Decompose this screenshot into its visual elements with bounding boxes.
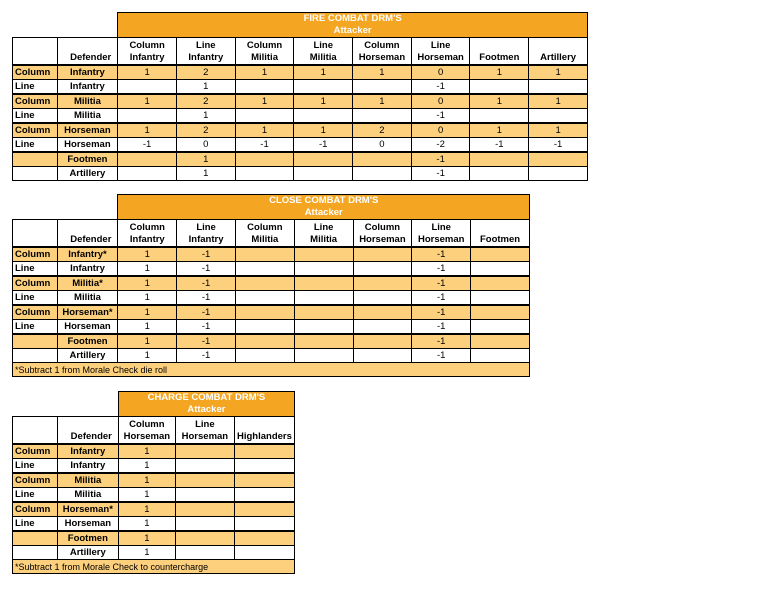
column-header-line1: Line bbox=[431, 222, 451, 233]
row-defender-unit: Infantry* bbox=[57, 247, 118, 262]
drm-cell: -1 bbox=[412, 305, 471, 320]
drm-cell bbox=[529, 167, 588, 181]
drm-cell bbox=[294, 334, 353, 349]
drm-cell: 1 bbox=[470, 65, 529, 80]
drm-cell bbox=[118, 109, 177, 124]
table-row bbox=[13, 262, 530, 277]
drm-cell bbox=[471, 262, 530, 277]
drm-cell: 1 bbox=[118, 291, 177, 306]
column-header-line2: Horseman bbox=[417, 234, 465, 245]
drm-cell: 1 bbox=[470, 94, 529, 109]
drm-cell bbox=[118, 167, 177, 181]
row-formation bbox=[13, 152, 58, 167]
table-row bbox=[13, 247, 530, 262]
drm-cell: -1 bbox=[412, 334, 471, 349]
column-header-line2: Horseman bbox=[417, 52, 464, 63]
drm-cell bbox=[235, 80, 294, 95]
table-row bbox=[13, 80, 588, 95]
drm-cell bbox=[234, 444, 294, 459]
drm-cell bbox=[294, 247, 353, 262]
drm-cell bbox=[234, 488, 294, 503]
column-header-line2: Footmen bbox=[479, 234, 521, 245]
drm-cell: 1 bbox=[118, 94, 177, 109]
column-header-line1: Column bbox=[247, 222, 283, 233]
column-header bbox=[470, 38, 529, 66]
column-header bbox=[118, 220, 177, 248]
row-formation bbox=[13, 167, 58, 181]
drm-cell: 1 bbox=[118, 123, 177, 138]
drm-cell bbox=[529, 109, 588, 124]
column-header bbox=[118, 417, 175, 445]
blank-corner bbox=[13, 392, 119, 417]
drm-cell bbox=[353, 109, 412, 124]
table-row bbox=[13, 123, 588, 138]
drm-cell: 1 bbox=[118, 546, 175, 560]
drm-cell: 1 bbox=[118, 247, 177, 262]
row-formation: Line bbox=[13, 138, 58, 153]
drm-cell: -1 bbox=[177, 334, 236, 349]
row-formation: Column bbox=[13, 473, 58, 488]
table-row bbox=[13, 546, 295, 560]
header-defender: Defender bbox=[57, 417, 118, 445]
drm-cell: 1 bbox=[118, 444, 175, 459]
drm-cell: 1 bbox=[176, 109, 235, 124]
row-formation: Line bbox=[13, 109, 58, 124]
column-header-line1: Column bbox=[129, 40, 165, 51]
table-row bbox=[13, 488, 295, 503]
column-header bbox=[177, 220, 236, 248]
row-formation: Line bbox=[13, 320, 58, 335]
table-subtitle-attacker: Attacker bbox=[333, 25, 372, 36]
row-defender-unit: Horseman bbox=[57, 320, 118, 335]
row-defender-unit: Infantry bbox=[57, 65, 118, 80]
column-header-line2: Infantry bbox=[129, 52, 165, 63]
table-row bbox=[13, 109, 588, 124]
column-header bbox=[353, 220, 412, 248]
column-header bbox=[471, 220, 530, 248]
row-defender-unit: Militia* bbox=[57, 276, 118, 291]
drm-cell: -1 bbox=[412, 291, 471, 306]
row-defender-unit: Footmen bbox=[57, 334, 118, 349]
table-row bbox=[13, 167, 588, 181]
drm-cell: 1 bbox=[118, 305, 177, 320]
drm-cell bbox=[471, 320, 530, 335]
row-defender-unit: Horseman bbox=[57, 123, 118, 138]
drm-cell bbox=[353, 247, 412, 262]
header-formation-blank bbox=[13, 417, 58, 445]
drm-cell bbox=[294, 349, 353, 363]
drm-cell: 1 bbox=[235, 123, 294, 138]
drm-cell bbox=[234, 531, 294, 546]
table-title-text: CHARGE COMBAT DRM'S bbox=[147, 392, 266, 403]
drm-cell: 1 bbox=[353, 94, 412, 109]
table-row bbox=[13, 65, 588, 80]
table-row bbox=[13, 320, 530, 335]
drm-cell: 1 bbox=[118, 473, 175, 488]
table-row bbox=[13, 349, 530, 363]
drm-cell: 1 bbox=[294, 94, 353, 109]
drm-cell bbox=[353, 291, 412, 306]
column-header-line2: Militia bbox=[251, 234, 279, 245]
drm-cell bbox=[235, 305, 294, 320]
drm-cell: 0 bbox=[176, 138, 235, 153]
header-formation-blank bbox=[13, 220, 58, 248]
drm-cell: -1 bbox=[470, 138, 529, 153]
drm-cell bbox=[235, 247, 294, 262]
drm-cell: -1 bbox=[177, 247, 236, 262]
drm-cell bbox=[471, 305, 530, 320]
drm-cell bbox=[353, 334, 412, 349]
drm-cell: 1 bbox=[118, 517, 175, 532]
footnote-row bbox=[13, 363, 530, 377]
drm-cell bbox=[175, 473, 234, 488]
drm-cell bbox=[471, 334, 530, 349]
column-header-line2: Infantry bbox=[129, 234, 165, 245]
drm-cell: -1 bbox=[235, 138, 294, 153]
drm-cell bbox=[294, 80, 353, 95]
row-formation bbox=[13, 531, 58, 546]
table-row bbox=[13, 291, 530, 306]
drm-cell bbox=[234, 459, 294, 474]
drm-cell: 1 bbox=[118, 459, 175, 474]
row-defender-unit: Militia bbox=[57, 94, 118, 109]
drm-cell: 1 bbox=[353, 65, 412, 80]
drm-cell: 1 bbox=[118, 502, 175, 517]
drm-cell bbox=[294, 167, 353, 181]
drm-cell: 0 bbox=[411, 123, 470, 138]
drm-cell: 2 bbox=[176, 94, 235, 109]
drm-cell: -1 bbox=[177, 349, 236, 363]
drm-cell bbox=[234, 473, 294, 488]
column-header-line1: Column bbox=[129, 222, 165, 233]
column-header bbox=[118, 38, 177, 66]
drm-cell bbox=[353, 320, 412, 335]
drm-cell bbox=[294, 291, 353, 306]
row-defender-unit: Footmen bbox=[57, 152, 118, 167]
row-formation bbox=[13, 349, 58, 363]
drm-cell bbox=[471, 276, 530, 291]
drm-cell bbox=[529, 152, 588, 167]
drm-cell: -1 bbox=[118, 138, 177, 153]
column-header bbox=[175, 417, 234, 445]
drm-cell bbox=[471, 291, 530, 306]
table-title-text: CLOSE COMBAT DRM'S bbox=[269, 195, 379, 206]
column-header-line2: Infantry bbox=[188, 52, 224, 63]
drm-cell bbox=[353, 305, 412, 320]
column-header-line2: Horseman bbox=[123, 431, 171, 442]
drm-cell bbox=[294, 276, 353, 291]
drm-cell: 1 bbox=[294, 65, 353, 80]
drm-cell bbox=[235, 152, 294, 167]
drm-cell: 1 bbox=[118, 531, 175, 546]
drm-cell: 0 bbox=[353, 138, 412, 153]
table-subtitle-attacker: Attacker bbox=[304, 207, 343, 218]
row-formation: Line bbox=[13, 80, 58, 95]
table-title bbox=[118, 392, 294, 417]
drm-cell: 2 bbox=[176, 65, 235, 80]
row-formation: Column bbox=[13, 444, 58, 459]
header-formation-blank bbox=[13, 38, 58, 66]
column-header-line1 bbox=[237, 419, 292, 431]
drm-cell bbox=[234, 546, 294, 560]
drm-cell: -1 bbox=[294, 138, 353, 153]
column-header-line1: Column bbox=[246, 40, 283, 51]
table-row bbox=[13, 517, 295, 532]
column-header-line1: Line bbox=[195, 419, 215, 430]
drm-cell: 1 bbox=[470, 123, 529, 138]
footnote: *Subtract 1 from Morale Check to countercharge bbox=[13, 560, 295, 574]
column-header bbox=[235, 220, 294, 248]
drm-cell bbox=[294, 262, 353, 277]
drm-cell bbox=[175, 459, 234, 474]
drm-cell: 1 bbox=[176, 167, 235, 181]
column-header bbox=[176, 38, 235, 66]
row-defender-unit: Militia bbox=[57, 473, 118, 488]
fire-combat-table bbox=[12, 12, 588, 181]
drm-cell: -1 bbox=[177, 320, 236, 335]
drm-cell: 1 bbox=[529, 94, 588, 109]
column-header-line1: Line bbox=[313, 40, 333, 51]
row-defender-unit: Artillery bbox=[57, 167, 118, 181]
drm-cell: -1 bbox=[411, 152, 470, 167]
column-header-line1: Column bbox=[364, 222, 401, 233]
column-header-line1: Column bbox=[129, 419, 165, 430]
table-row bbox=[13, 94, 588, 109]
row-formation: Column bbox=[13, 123, 58, 138]
footnote: *Subtract 1 from Morale Check die roll bbox=[13, 363, 530, 377]
header-defender: Defender bbox=[57, 38, 118, 66]
column-header-line2: Horseman bbox=[181, 431, 229, 442]
drm-cell bbox=[235, 320, 294, 335]
row-formation: Column bbox=[13, 65, 58, 80]
drm-cell bbox=[175, 444, 234, 459]
drm-cell: 2 bbox=[176, 123, 235, 138]
drm-cell bbox=[175, 488, 234, 503]
drm-cell bbox=[470, 152, 529, 167]
drm-cell: 1 bbox=[118, 349, 177, 363]
drm-cell bbox=[235, 334, 294, 349]
drm-cell bbox=[234, 502, 294, 517]
row-defender-unit: Militia bbox=[57, 291, 118, 306]
column-header-line1: Column bbox=[364, 40, 400, 51]
row-defender-unit: Horseman bbox=[57, 517, 118, 532]
row-formation: Column bbox=[13, 502, 58, 517]
drm-cell bbox=[353, 80, 412, 95]
drm-cell bbox=[294, 109, 353, 124]
drm-cell bbox=[470, 109, 529, 124]
drm-cell bbox=[235, 291, 294, 306]
column-header-line2: Militia bbox=[309, 52, 337, 63]
table-title bbox=[118, 195, 530, 220]
drm-cell: 1 bbox=[235, 65, 294, 80]
drm-cell bbox=[118, 80, 177, 95]
drm-cell bbox=[294, 320, 353, 335]
column-header-line1 bbox=[472, 40, 526, 52]
drm-cell: 1 bbox=[118, 488, 175, 503]
drm-cell: -1 bbox=[177, 262, 236, 277]
row-formation bbox=[13, 546, 58, 560]
column-header bbox=[529, 38, 588, 66]
drm-cell bbox=[118, 152, 177, 167]
close-combat-table bbox=[12, 194, 530, 377]
drm-cell bbox=[235, 262, 294, 277]
table-row bbox=[13, 305, 530, 320]
drm-cell: -1 bbox=[412, 262, 471, 277]
row-formation: Line bbox=[13, 488, 58, 503]
drm-cell bbox=[294, 305, 353, 320]
charge-combat-table bbox=[12, 391, 295, 574]
column-header-line1: Line bbox=[196, 40, 216, 51]
row-formation: Column bbox=[13, 305, 58, 320]
drm-cell bbox=[235, 109, 294, 124]
column-header-line2: Infantry bbox=[188, 234, 224, 245]
row-defender-unit: Footmen bbox=[57, 531, 118, 546]
row-formation: Line bbox=[13, 291, 58, 306]
drm-cell: -1 bbox=[412, 349, 471, 363]
column-header-line1 bbox=[531, 40, 585, 52]
header-defender: Defender bbox=[57, 220, 118, 248]
row-defender-unit: Infantry bbox=[57, 80, 118, 95]
column-header-line1: Line bbox=[430, 40, 451, 51]
drm-cell: 1 bbox=[118, 320, 177, 335]
drm-cell bbox=[175, 546, 234, 560]
row-formation: Column bbox=[13, 276, 58, 291]
column-header-line1: Line bbox=[313, 222, 334, 233]
drm-cell: 1 bbox=[294, 123, 353, 138]
drm-cell bbox=[471, 247, 530, 262]
drm-cell bbox=[470, 80, 529, 95]
drm-cell bbox=[353, 262, 412, 277]
row-defender-unit: Infantry bbox=[57, 444, 118, 459]
table-row bbox=[13, 152, 588, 167]
drm-cell: 1 bbox=[118, 65, 177, 80]
table-row bbox=[13, 276, 530, 291]
drm-cell: 1 bbox=[176, 152, 235, 167]
table-row bbox=[13, 473, 295, 488]
drm-cell: 0 bbox=[411, 65, 470, 80]
column-header bbox=[294, 220, 353, 248]
drm-cell: 1 bbox=[176, 80, 235, 95]
drm-cell: -1 bbox=[411, 80, 470, 95]
drm-cell bbox=[235, 276, 294, 291]
drm-cell: 1 bbox=[118, 262, 177, 277]
drm-cell: -1 bbox=[177, 305, 236, 320]
drm-cell bbox=[471, 349, 530, 363]
table-title-text: FIRE COMBAT DRM'S bbox=[303, 13, 402, 24]
drm-cell: -1 bbox=[529, 138, 588, 153]
table-title bbox=[118, 13, 588, 38]
drm-cell bbox=[294, 152, 353, 167]
row-defender-unit: Militia bbox=[57, 488, 118, 503]
row-defender-unit: Artillery bbox=[57, 546, 118, 560]
column-header-line2: Highlanders bbox=[237, 431, 292, 442]
drm-cell: 1 bbox=[118, 334, 177, 349]
blank-corner bbox=[13, 195, 118, 220]
drm-cell: 1 bbox=[529, 123, 588, 138]
column-header-line1: Line bbox=[196, 222, 216, 233]
row-defender-unit: Horseman* bbox=[57, 502, 118, 517]
drm-cell bbox=[353, 152, 412, 167]
row-formation: Column bbox=[13, 247, 58, 262]
drm-cell: 1 bbox=[235, 94, 294, 109]
drm-cell: -2 bbox=[411, 138, 470, 153]
drm-cell: -1 bbox=[412, 320, 471, 335]
row-formation: Column bbox=[13, 94, 58, 109]
drm-cell: -1 bbox=[412, 276, 471, 291]
column-header bbox=[235, 38, 294, 66]
row-formation: Line bbox=[13, 459, 58, 474]
column-header-line2: Militia bbox=[310, 234, 338, 245]
row-defender-unit: Militia bbox=[57, 109, 118, 124]
column-header bbox=[294, 38, 353, 66]
column-header bbox=[411, 38, 470, 66]
drm-cell: -1 bbox=[177, 291, 236, 306]
drm-cell: -1 bbox=[177, 276, 236, 291]
table-subtitle-attacker: Attacker bbox=[187, 404, 226, 415]
drm-cell bbox=[235, 349, 294, 363]
drm-cell: 1 bbox=[529, 65, 588, 80]
table-row bbox=[13, 444, 295, 459]
drm-cell bbox=[234, 517, 294, 532]
drm-cell: 2 bbox=[353, 123, 412, 138]
footnote-row bbox=[13, 560, 295, 574]
column-header-line1 bbox=[473, 222, 527, 234]
column-header bbox=[234, 417, 294, 445]
table-row bbox=[13, 531, 295, 546]
drm-cell bbox=[529, 80, 588, 95]
column-header bbox=[353, 38, 412, 66]
drm-cell bbox=[353, 349, 412, 363]
row-defender-unit: Infantry bbox=[57, 459, 118, 474]
drm-cell bbox=[235, 167, 294, 181]
table-row bbox=[13, 459, 295, 474]
blank-corner bbox=[13, 13, 118, 38]
drm-cell bbox=[175, 517, 234, 532]
column-header-line2: Artillery bbox=[540, 52, 577, 63]
row-defender-unit: Artillery bbox=[57, 349, 118, 363]
column-header-line2: Footmen bbox=[479, 52, 520, 63]
drm-cell bbox=[175, 531, 234, 546]
row-defender-unit: Horseman* bbox=[57, 305, 118, 320]
row-formation: Line bbox=[13, 517, 58, 532]
row-formation bbox=[13, 334, 58, 349]
column-header-line2: Horseman bbox=[359, 234, 406, 245]
drm-cell: -1 bbox=[412, 247, 471, 262]
drm-cell bbox=[175, 502, 234, 517]
drm-cell: 0 bbox=[411, 94, 470, 109]
column-header bbox=[412, 220, 471, 248]
table-row bbox=[13, 138, 588, 153]
column-header-line2: Militia bbox=[251, 52, 278, 63]
drm-cell bbox=[470, 167, 529, 181]
drm-cell bbox=[353, 276, 412, 291]
table-row bbox=[13, 334, 530, 349]
table-row bbox=[13, 502, 295, 517]
drm-cell: -1 bbox=[411, 109, 470, 124]
row-defender-unit: Infantry bbox=[57, 262, 118, 277]
column-header-line2: Horseman bbox=[358, 52, 406, 63]
row-defender-unit: Horseman bbox=[57, 138, 118, 153]
row-formation: Line bbox=[13, 262, 58, 277]
drm-cell: 1 bbox=[118, 276, 177, 291]
drm-cell bbox=[353, 167, 412, 181]
drm-cell: -1 bbox=[411, 167, 470, 181]
